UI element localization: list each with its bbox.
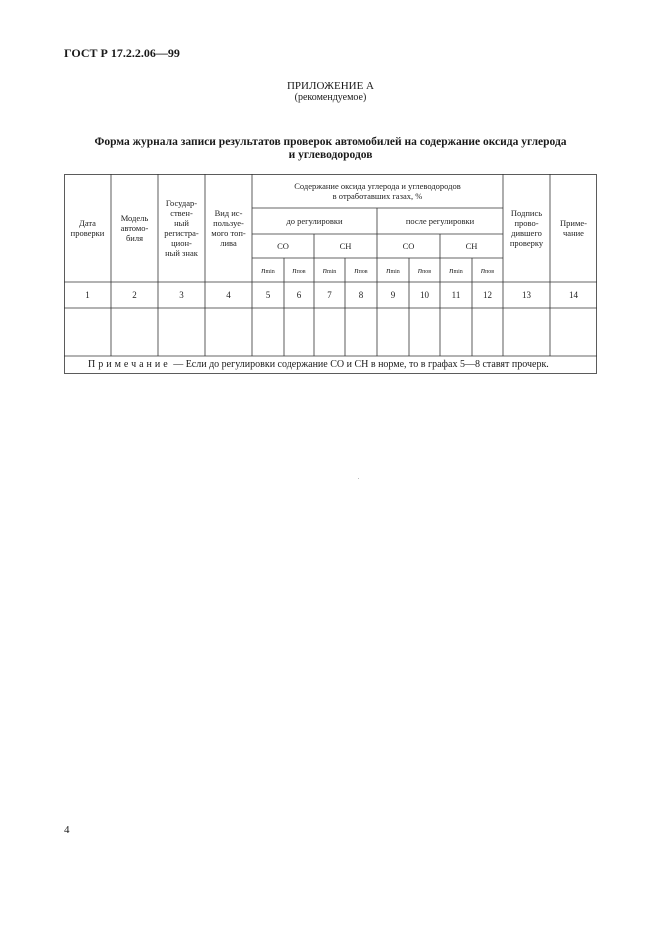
header-model: Модель автомо- биля	[120, 213, 149, 243]
header-n-min-11: n min	[449, 265, 463, 275]
doc-code: ГОСТ Р 17.2.2.06—99	[64, 46, 180, 60]
col-number-6: 6	[296, 290, 302, 300]
header-after: после регулировки	[405, 216, 475, 226]
header-before: до регулировки	[286, 216, 343, 226]
col-number-7: 7	[327, 290, 332, 300]
header-ch-after: СН	[465, 241, 478, 251]
col-number-2: 2	[132, 290, 137, 300]
col-number-1: 1	[85, 290, 90, 300]
appendix-title: ПРИЛОЖЕНИЕ А	[286, 80, 374, 92]
note-text: — Если до регулировки содержание СО и СН в норме, то в графах 5—8 ставят прочерк.	[170, 359, 549, 370]
header-n-pov-6: n пов	[292, 265, 306, 275]
col-number-9: 9	[390, 290, 396, 300]
header-note: Приме- чание	[560, 218, 587, 238]
page-number: 4	[64, 824, 70, 836]
appendix-heading	[0, 80, 661, 104]
col-number-11: 11	[451, 290, 461, 300]
note-label: Примечание	[88, 359, 171, 370]
header-fuel: Вид ис- пользуе- мого топ- лива	[211, 208, 246, 248]
header-n-pov-8: n пов	[354, 265, 368, 275]
header-n-pov-12: n пов	[480, 265, 495, 275]
col-number-13: 13	[522, 290, 531, 300]
form-title-line-1: Форма журнала записи результатов проверок автомобилей на содержание оксида углерода	[94, 136, 567, 148]
header-n-min-9: n min	[386, 265, 400, 275]
col-number-12: 12	[483, 290, 492, 300]
header-ch-before: СН	[339, 241, 352, 251]
table-note	[88, 359, 549, 370]
col-number-5: 5	[265, 290, 271, 300]
col-number-8: 8	[358, 290, 364, 300]
header-signature: Подпись прово- дившего проверку	[509, 208, 544, 248]
form-title	[80, 136, 581, 162]
col-number-10: 10	[420, 290, 429, 300]
col-number-3: 3	[179, 290, 184, 300]
header-registration: Государ- ствен- ный регистра- цион- ный знак	[164, 198, 199, 258]
scan-dot	[358, 478, 359, 479]
header-n-min-7: n min	[322, 265, 337, 275]
form-title-line-2: и углеводородов	[288, 149, 373, 161]
appendix-subtitle: (рекомендуемое)	[294, 92, 367, 103]
header-co-after: СО	[402, 241, 415, 251]
col-number-14: 14	[569, 290, 578, 300]
header-n-min-5: n min	[261, 265, 275, 275]
journal-table	[64, 174, 597, 374]
header-co-before: СО	[277, 241, 289, 251]
col-number-4: 4	[226, 290, 231, 300]
header-content-group: Содержание оксида углерода и углеводородов в отработавших газах, %	[294, 181, 461, 201]
header-date: Дата проверки	[70, 218, 105, 238]
header-n-pov-10: n пов	[417, 265, 432, 275]
